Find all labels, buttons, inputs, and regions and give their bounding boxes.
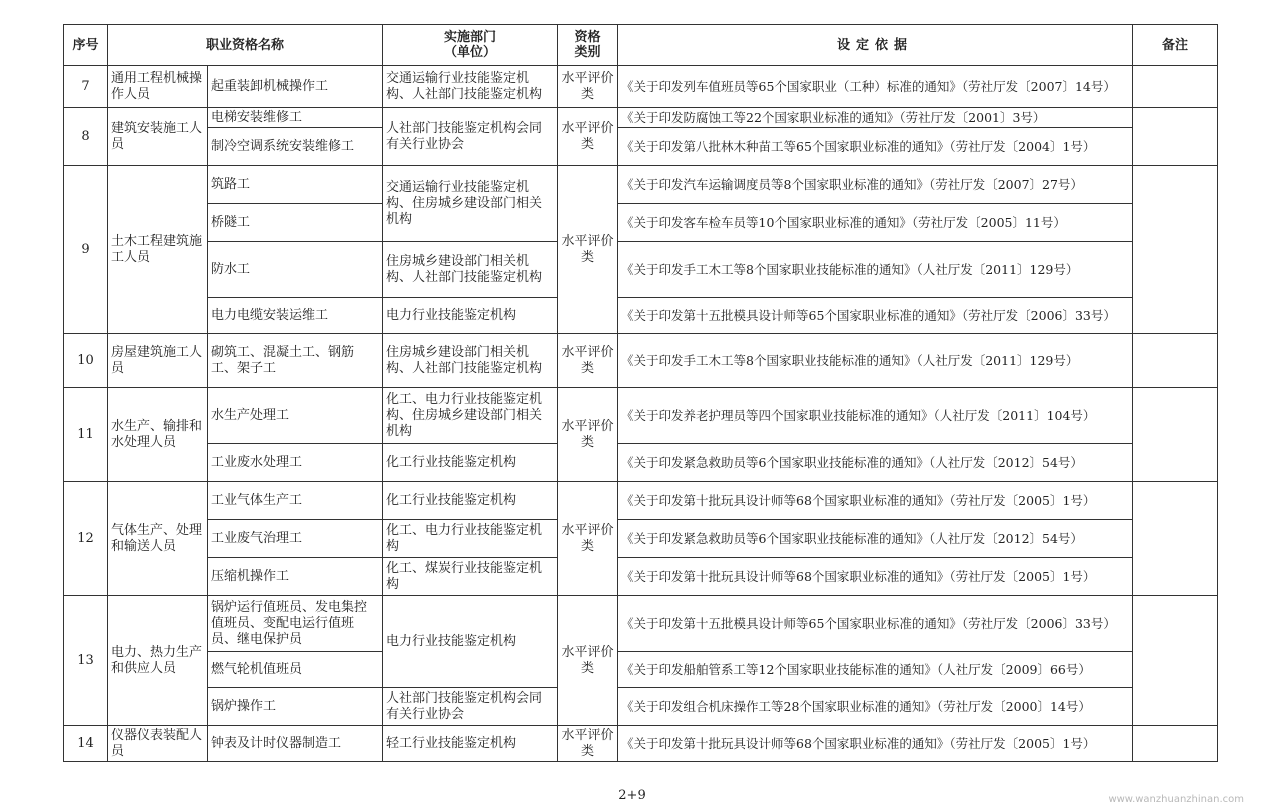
row-number: 10	[64, 334, 108, 388]
implementing-dept: 人社部门技能鉴定机构会同有关行业协会	[383, 108, 558, 166]
implementing-dept: 轻工行业技能鉴定机构	[383, 726, 558, 762]
legal-basis: 《关于印发第十批玩具设计师等68个国家职业标准的通知》（劳社厅发〔2005〕1号）	[618, 558, 1133, 596]
table-row	[64, 652, 1218, 688]
implementing-dept: 交通运输行业技能鉴定机构、住房城乡建设部门相关机构	[383, 166, 558, 242]
row-number: 12	[64, 482, 108, 596]
legal-basis: 《关于印发第十五批模具设计师等65个国家职业标准的通知》（劳社厅发〔2006〕33号）	[618, 298, 1133, 334]
table-row	[64, 66, 1218, 108]
occupation-name: 起重装卸机械操作工	[208, 66, 383, 108]
table-row	[64, 108, 1218, 128]
category-name: 通用工程机械操作人员	[108, 66, 208, 108]
implementing-dept: 化工、电力行业技能鉴定机构、住房城乡建设部门相关机构	[383, 388, 558, 444]
qualification-type: 水平评价类	[558, 66, 618, 108]
header-dept-line2: （单位）	[444, 45, 497, 60]
occupation-name: 钟表及计时仪器制造工	[208, 726, 383, 762]
category-name: 电力、热力生产和供应人员	[108, 596, 208, 726]
legal-basis: 《关于印发组合机床操作工等28个国家职业标准的通知》（劳社厅发〔2000〕14号）	[618, 688, 1133, 726]
table-row	[64, 166, 1218, 204]
occupation-name: 砌筑工、混凝土工、钢筋工、架子工	[208, 334, 383, 388]
legal-basis: 《关于印发第十批玩具设计师等68个国家职业标准的通知》（劳社厅发〔2005〕1号）	[618, 726, 1133, 762]
occupation-name: 工业废水处理工	[208, 444, 383, 482]
table-row	[64, 298, 1218, 334]
row-number: 7	[64, 66, 108, 108]
implementing-dept: 住房城乡建设部门相关机构、人社部门技能鉴定机构	[383, 242, 558, 298]
watermark: www.wanzhuanzhinan.com	[1108, 794, 1244, 805]
category-name: 建筑安装施工人员	[108, 108, 208, 166]
qualification-type: 水平评价类	[558, 596, 618, 726]
implementing-dept: 化工、煤炭行业技能鉴定机构	[383, 558, 558, 596]
header-no: 序号	[64, 25, 108, 66]
table-row	[64, 482, 1218, 520]
legal-basis: 《关于印发养老护理员等四个国家职业技能标准的通知》（人社厅发〔2011〕104号）	[618, 388, 1133, 444]
header-remark: 备注	[1133, 25, 1218, 66]
qualification-type: 水平评价类	[558, 726, 618, 762]
qualification-type: 水平评价类	[558, 108, 618, 166]
occupation-name: 压缩机操作工	[208, 558, 383, 596]
legal-basis: 《关于印发紧急救助员等6个国家职业技能标准的通知》（人社厅发〔2012〕54号）	[618, 520, 1133, 558]
header-type-line2: 类别	[574, 45, 601, 60]
implementing-dept: 电力行业技能鉴定机构	[383, 298, 558, 334]
remark-cell	[1133, 726, 1218, 762]
implementing-dept: 化工、电力行业技能鉴定机构	[383, 520, 558, 558]
implementing-dept: 化工行业技能鉴定机构	[383, 482, 558, 520]
legal-basis: 《关于印发客车检车员等10个国家职业标准的通知》（劳社厅发〔2005〕11号）	[618, 204, 1133, 242]
legal-basis: 《关于印发第十五批模具设计师等65个国家职业标准的通知》（劳社厅发〔2006〕33号）	[618, 596, 1133, 652]
qualification-type: 水平评价类	[558, 482, 618, 596]
legal-basis: 《关于印发汽车运输调度员等8个国家职业标准的通知》（劳社厅发〔2007〕27号）	[618, 166, 1133, 204]
table-row	[64, 388, 1218, 444]
table-row	[64, 242, 1218, 298]
occupation-name: 工业气体生产工	[208, 482, 383, 520]
legal-basis: 《关于印发列车值班员等65个国家职业（工种）标准的通知》（劳社厅发〔2007〕14号）	[618, 66, 1133, 108]
occupation-name: 工业废气治理工	[208, 520, 383, 558]
occupation-name: 水生产处理工	[208, 388, 383, 444]
table-row	[64, 520, 1218, 558]
implementing-dept: 人社部门技能鉴定机构会同有关行业协会	[383, 688, 558, 726]
remark-cell	[1133, 108, 1218, 166]
remark-cell	[1133, 388, 1218, 482]
header-dept-line1: 实施部门	[444, 30, 497, 45]
category-name: 仪器仪表装配人员	[108, 726, 208, 762]
category-name: 房屋建筑施工人员	[108, 334, 208, 388]
category-name: 土木工程建筑施工人员	[108, 166, 208, 334]
occupation-name: 筑路工	[208, 166, 383, 204]
legal-basis: 《关于印发防腐蚀工等22个国家职业标准的通知》（劳社厅发〔2001〕3号）	[618, 108, 1133, 128]
occupation-name: 桥隧工	[208, 204, 383, 242]
qualification-type: 水平评价类	[558, 388, 618, 482]
row-number: 13	[64, 596, 108, 726]
row-number: 9	[64, 166, 108, 334]
occupation-name: 制冷空调系统安装维修工	[208, 128, 383, 166]
table-row	[64, 204, 1218, 242]
occupation-name: 电梯安装维修工	[208, 108, 383, 128]
legal-basis: 《关于印发第十批玩具设计师等68个国家职业标准的通知》（劳社厅发〔2005〕1号）	[618, 482, 1133, 520]
legal-basis: 《关于印发手工木工等8个国家职业技能标准的通知》（人社厅发〔2011〕129号）	[618, 242, 1133, 298]
table-header-row	[64, 25, 1218, 66]
row-number: 8	[64, 108, 108, 166]
table-row	[64, 444, 1218, 482]
implementing-dept: 交通运输行业技能鉴定机构、人社部门技能鉴定机构	[383, 66, 558, 108]
page-number: 2+9	[618, 788, 646, 803]
table-row	[64, 128, 1218, 166]
header-dept	[383, 25, 558, 66]
category-name: 气体生产、处理和输送人员	[108, 482, 208, 596]
implementing-dept: 住房城乡建设部门相关机构、人社部门技能鉴定机构	[383, 334, 558, 388]
table-row	[64, 334, 1218, 388]
header-category: 职业资格名称	[108, 25, 383, 66]
header-type-line1: 资格	[574, 30, 601, 45]
legal-basis: 《关于印发船舶管系工等12个国家职业技能标准的通知》（人社厅发〔2009〕66号）	[618, 652, 1133, 688]
implementing-dept: 化工行业技能鉴定机构	[383, 444, 558, 482]
row-number: 11	[64, 388, 108, 482]
remark-cell	[1133, 66, 1218, 108]
table-row	[64, 596, 1218, 652]
header-type	[558, 25, 618, 66]
legal-basis: 《关于印发手工木工等8个国家职业技能标准的通知》（人社厅发〔2011〕129号）	[618, 334, 1133, 388]
occupation-name: 燃气轮机值班员	[208, 652, 383, 688]
remark-cell	[1133, 596, 1218, 726]
occupation-name: 锅炉运行值班员、发电集控值班员、变配电运行值班员、继电保护员	[208, 596, 383, 652]
row-number: 14	[64, 726, 108, 762]
implementing-dept: 电力行业技能鉴定机构	[383, 596, 558, 688]
remark-cell	[1133, 482, 1218, 596]
table-row	[64, 726, 1218, 762]
table-row	[64, 688, 1218, 726]
occupation-name: 电力电缆安装运维工	[208, 298, 383, 334]
qualification-type: 水平评价类	[558, 166, 618, 334]
header-basis: 设定依据	[618, 25, 1133, 66]
table-row	[64, 558, 1218, 596]
remark-cell	[1133, 166, 1218, 334]
occupation-name: 锅炉操作工	[208, 688, 383, 726]
qualification-type: 水平评价类	[558, 334, 618, 388]
occupation-name: 防水工	[208, 242, 383, 298]
occupation-qualification-table	[63, 24, 1218, 762]
legal-basis: 《关于印发第八批林木种苗工等65个国家职业标准的通知》（劳社厅发〔2004〕1号）	[618, 128, 1133, 166]
remark-cell	[1133, 334, 1218, 388]
legal-basis: 《关于印发紧急救助员等6个国家职业技能标准的通知》（人社厅发〔2012〕54号）	[618, 444, 1133, 482]
category-name: 水生产、输排和水处理人员	[108, 388, 208, 482]
